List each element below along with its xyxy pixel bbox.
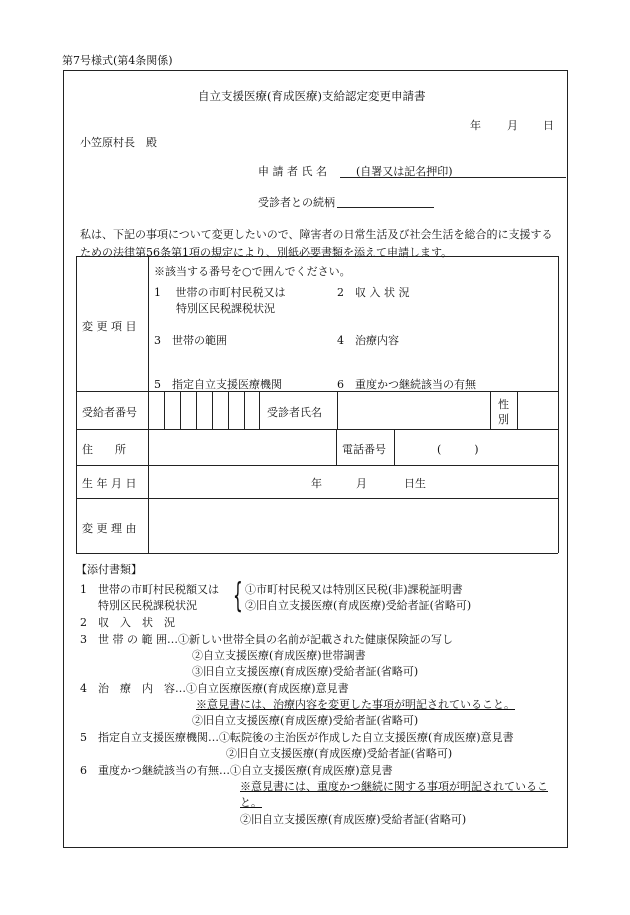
- digit-box-line: [259, 391, 260, 429]
- applicant-signature-note: (自署又は記名押印): [356, 165, 453, 178]
- change-item-1[interactable]: 1 世帯の市町村民税又は: [154, 286, 286, 299]
- date-month-label: 月: [507, 119, 518, 132]
- addressee: 小笠原村長 殿: [80, 136, 157, 149]
- change-reason-label: 変 更 理 由: [82, 522, 137, 535]
- table-line-vertical: [337, 391, 338, 429]
- sex-label-top: 性: [498, 398, 509, 411]
- table-right-border: [558, 256, 559, 553]
- date-year-label: 年: [470, 119, 481, 132]
- table-bottom-border: [76, 553, 558, 554]
- table-line-vertical: [517, 391, 518, 429]
- attachment-4: 4 治 療 内 容…①自立医療医療(育成医療)意見書: [80, 682, 349, 695]
- attachments-heading: 【添付書類】: [76, 563, 142, 576]
- attachment-1: 1 世帯の市町村民税額又は: [80, 583, 219, 596]
- attachment-5: 5 指定自立支援医療機関…①転院後の主治医が作成した自立支援医療(育成医療)意見書: [80, 731, 514, 744]
- digit-box-line: [244, 391, 245, 429]
- attachment-4-doc2: ②旧自立支援医療(育成医療)受給者証(省略可): [192, 714, 419, 727]
- digit-box-line: [212, 391, 213, 429]
- change-item-3[interactable]: 3 世帯の範囲: [154, 334, 227, 347]
- sex-label-bottom: 別: [498, 413, 509, 426]
- attachment-6-note: ※意見書には、重度かつ継続に関する事項が明記されているこ: [240, 780, 548, 793]
- change-item-6[interactable]: 6 重度かつ継続該当の有無: [337, 378, 476, 391]
- change-item-1-cont: 特別区民税課税状況: [176, 302, 275, 315]
- table-label-column-line: [148, 256, 149, 553]
- table-line-vertical: [490, 391, 491, 429]
- patient-name-label: 受診者氏名: [267, 406, 322, 419]
- address-label: 住 所: [82, 443, 126, 456]
- change-item-4[interactable]: 4 治療内容: [337, 334, 399, 347]
- change-item-5[interactable]: 5 指定自立支援医療機関: [154, 378, 282, 391]
- attachment-6: 6 重度かつ継続該当の有無…①自立支援医療(育成医療)意見書: [80, 764, 393, 777]
- intro-paragraph: 私は、下記の事項について変更したいので、障害者の日常生活及び社会生活を総合的に支援するための法律第56条第1項の規定により、別紙必要書類を添えて申請します。: [80, 228, 553, 259]
- birth-date-label: 生 年 月 日: [82, 477, 137, 490]
- attachment-2: 2 収 入 状 況: [80, 616, 175, 629]
- form-number: 第7号様式(第4条関係): [62, 54, 173, 67]
- digit-box-line: [180, 391, 181, 429]
- relation-label: 受診者との続柄: [258, 196, 335, 209]
- birth-month-label: 月: [356, 477, 367, 490]
- birth-year-label: 年: [311, 477, 322, 490]
- applicant-name-label: 申 請 者 氏 名: [258, 165, 327, 178]
- change-items-note: ※該当する番号を○で囲んでください。: [154, 265, 351, 278]
- attachment-3-doc3: ③旧自立支援医療(育成医療)受給者証(省略可): [192, 665, 419, 678]
- recipient-number-label: 受給者番号: [82, 406, 137, 419]
- change-item-2[interactable]: 2 収 入 状 況: [337, 286, 410, 299]
- table-left-border: [76, 256, 77, 553]
- attachment-6-note-cont: と。: [240, 796, 262, 809]
- document-title: 自立支援医療(育成医療)支給認定変更申請書: [198, 89, 426, 103]
- brace-icon: {: [233, 576, 243, 616]
- change-items-label: 変 更 項 目: [82, 320, 137, 333]
- phone-area-code-parens: ( ): [437, 443, 479, 456]
- attachment-4-note: ※意見書には、治療内容を変更した事項が明記されていること。: [196, 698, 515, 711]
- attachment-6-doc2: ②旧自立支援医療(育成医療)受給者証(省略可): [240, 813, 467, 826]
- attachment-3-doc2: ②自立支援医療(育成医療)世帯調書: [192, 649, 366, 662]
- applicant-name-line[interactable]: [340, 177, 566, 178]
- attachment-1-2-doc2: ②旧自立支援医療(育成医療)受給者証(省略可): [245, 599, 472, 612]
- attachment-5-doc2: ②旧自立支援医療(育成医療)受給者証(省略可): [226, 747, 453, 760]
- relation-line[interactable]: [337, 207, 434, 208]
- attachment-1-cont: 特別区民税課税状況: [98, 599, 197, 612]
- digit-box-line: [196, 391, 197, 429]
- digit-box-line: [164, 391, 165, 429]
- attachment-1-2-doc1: ①市町村民税又は特別区民税(非)課税証明書: [245, 583, 463, 596]
- phone-label: 電話番号: [342, 443, 386, 456]
- birth-day-label: 日生: [404, 477, 426, 490]
- table-line-vertical: [394, 429, 395, 465]
- date-day-label: 日: [543, 119, 554, 132]
- table-line-vertical: [336, 429, 337, 465]
- digit-box-line: [228, 391, 229, 429]
- attachment-3: 3 世 帯 の 範 囲…①新しい世帯全員の名前が記載された健康保険証の写し: [80, 633, 453, 646]
